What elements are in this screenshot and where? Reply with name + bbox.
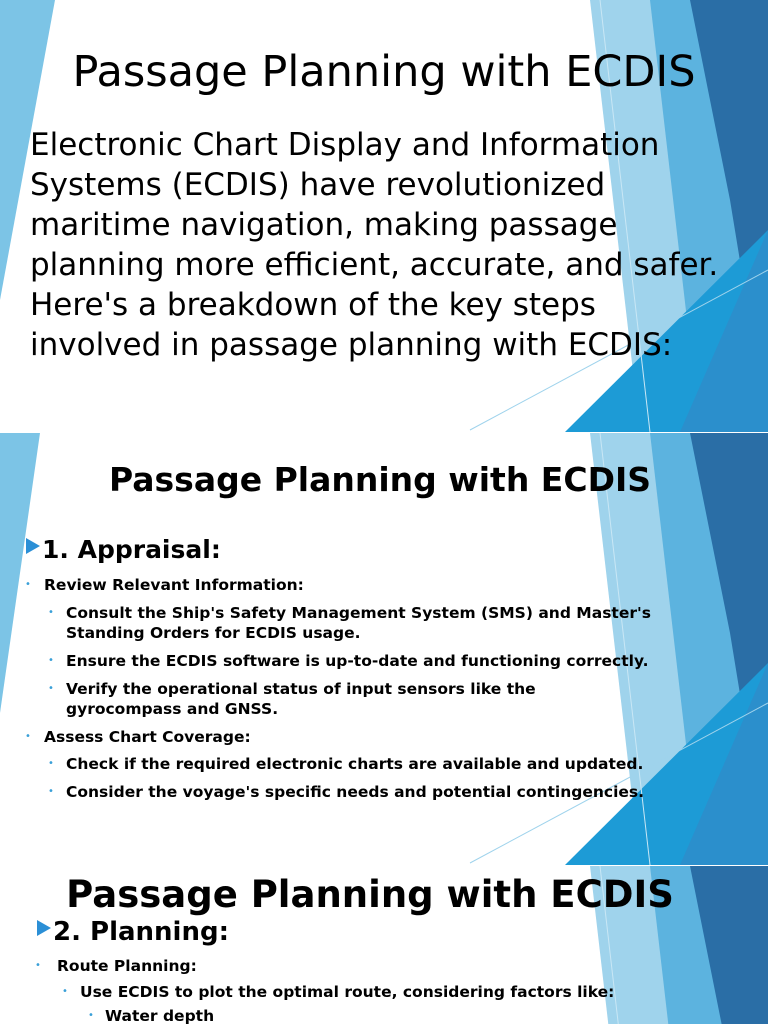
arrow-bullet-icon <box>26 538 40 554</box>
bullet-dot-icon: • <box>48 786 54 797</box>
bullet-dot-icon: • <box>48 683 54 694</box>
slide-title: Passage Planning with ECDIS <box>66 873 674 916</box>
slide-title: Passage Planning with ECDIS <box>72 47 696 97</box>
list-item: Review Relevant Information: <box>44 576 304 594</box>
list-item: Verify the operational status of input sensors like the gyrocompass and GNSS. <box>66 680 536 718</box>
list-item: Use ECDIS to plot the optimal route, considering factors like: <box>80 983 615 1001</box>
slide-body-text: Electronic Chart Display and Information Systems (ECDIS) have revolutionized maritime navigation, making passage planning more efficient, accurate, and safer. Here's a breakdown of the key steps involved in passage planning with ECDIS: <box>30 127 719 363</box>
section-heading-label: 2. Planning: <box>53 917 229 947</box>
bullet-dot-icon: • <box>88 1010 94 1021</box>
bullet-dot-icon: • <box>25 579 31 590</box>
list-item: Consult the Ship's Safety Management System (SMS) and Master's Standing Orders for ECDIS usage. <box>66 604 651 642</box>
list-item: Assess Chart Coverage: <box>44 728 251 746</box>
bullet-dot-icon: • <box>62 986 68 997</box>
slide-title: Passage Planning with ECDIS <box>108 460 652 499</box>
slide-2 <box>0 433 768 865</box>
bullet-dot-icon: • <box>25 731 31 742</box>
list-item: Route Planning: <box>57 957 197 975</box>
list-item: Water depth <box>105 1007 215 1024</box>
list-item: Check if the required electronic charts are available and updated. <box>66 755 644 773</box>
arrow-bullet-icon <box>37 920 51 936</box>
section-heading <box>26 535 221 564</box>
slide-1 <box>0 0 768 432</box>
bullet-dot-icon: • <box>48 607 54 618</box>
bullet-dot-icon: • <box>35 960 41 971</box>
section-heading <box>37 917 229 947</box>
bullet-dot-icon: • <box>48 655 54 666</box>
bullet-dot-icon: • <box>48 758 54 769</box>
list-item: Ensure the ECDIS software is up-to-date and functioning correctly. <box>66 652 649 670</box>
slide-3 <box>0 866 768 1024</box>
list-item: Consider the voyage's specific needs and potential contingencies. <box>66 783 645 801</box>
section-heading-label: 1. Appraisal: <box>42 535 221 564</box>
